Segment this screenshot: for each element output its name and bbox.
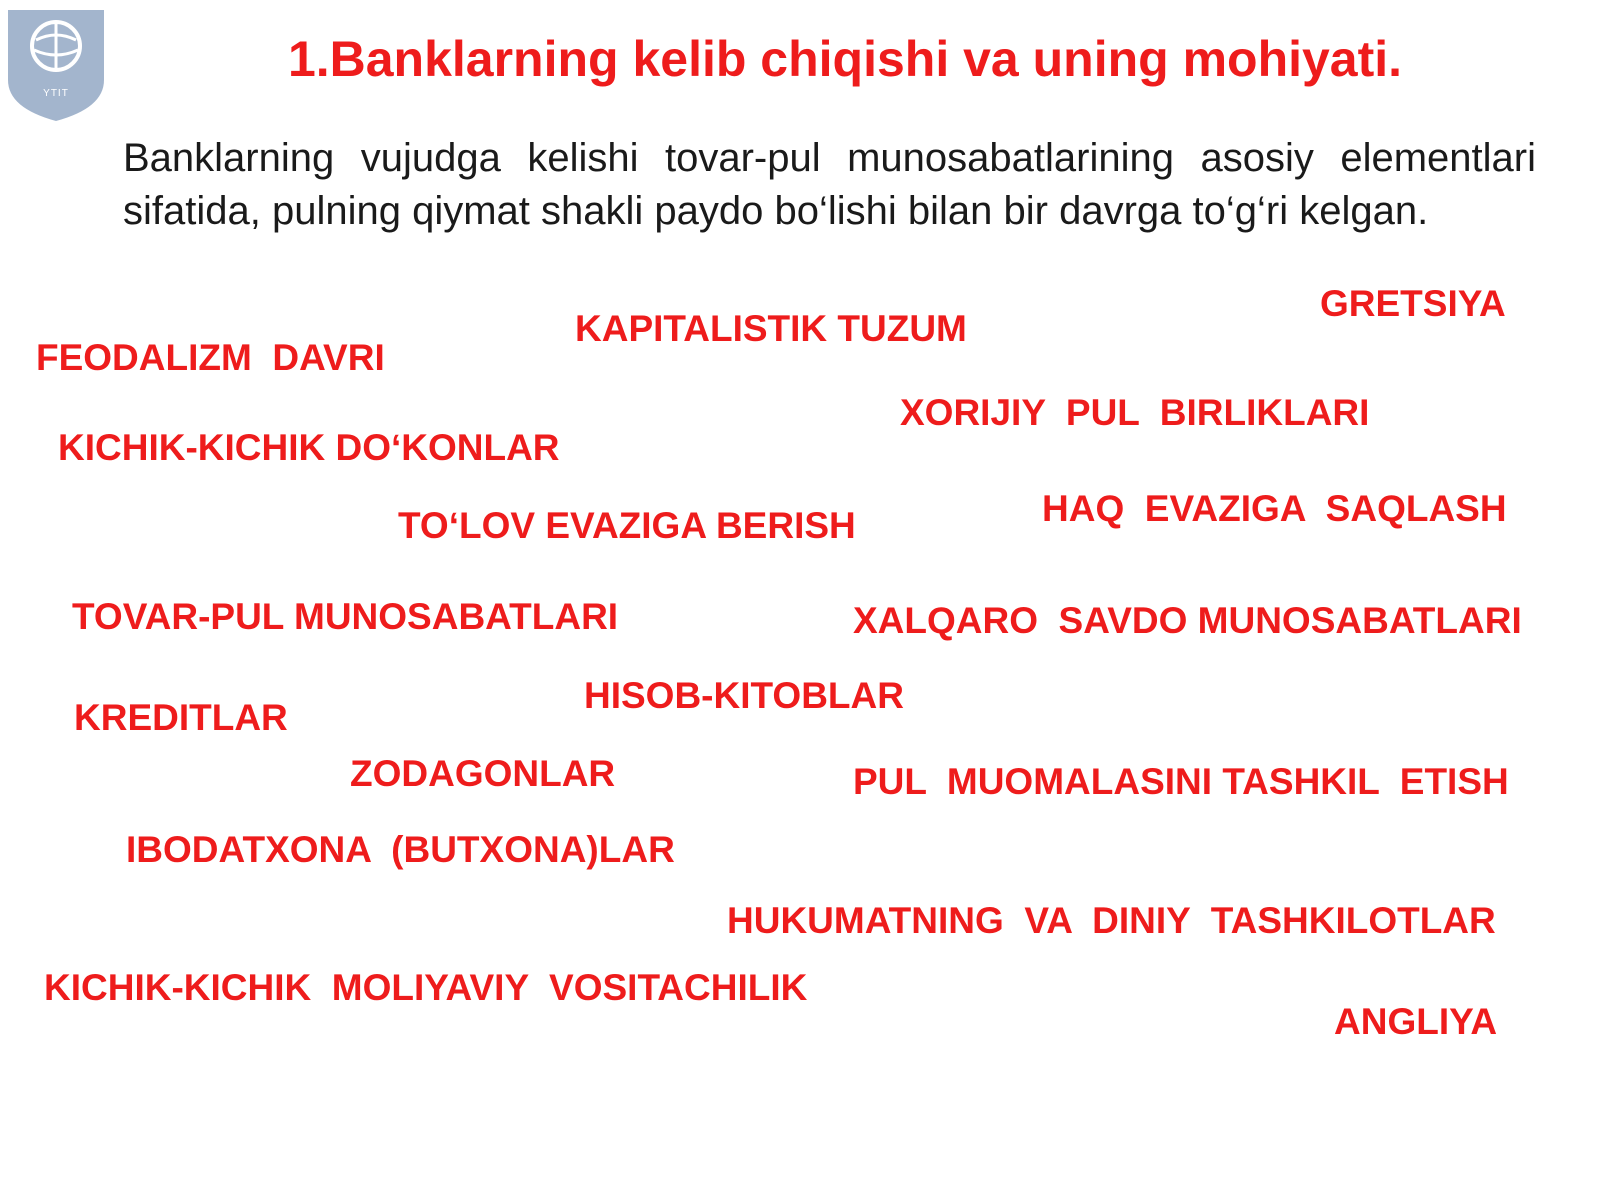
term-kapitalistik-tuzum: KAPITALISTIK TUZUM	[575, 308, 967, 349]
term-angliya: ANGLIYA	[1334, 1001, 1498, 1042]
term-tolov-evaziga-berish: TO‘LOV EVAZIGA BERISH	[398, 505, 856, 546]
term-xalqaro-savdo: XALQARO SAVDO MUNOSABATLARI	[853, 600, 1522, 641]
term-kreditlar: KREDITLAR	[74, 697, 288, 738]
slide-title: 1.Banklarning kelib chiqishi va uning mohiyati.	[287, 31, 1403, 87]
term-haq-evaziga-saqlash: HAQ EVAZIGA SAQLASH	[1042, 488, 1507, 529]
term-pul-muomalasi: PUL MUOMALASINI TASHKIL ETISH	[853, 761, 1509, 802]
term-kichik-dokonlar: KICHIK-KICHIK DO‘KONLAR	[58, 427, 560, 468]
term-gretsiya: GRETSIYA	[1320, 283, 1506, 324]
term-moliyaviy-vositachilik: KICHIK-KICHIK MOLIYAVIY VOSITACHILIK	[44, 967, 808, 1008]
term-feodalizm-davri: FEODALIZM DAVRI	[36, 337, 385, 378]
term-xorijiy-pul-birliklari: XORIJIY PUL BIRLIKLARI	[900, 392, 1370, 433]
intro-paragraph: Banklarning vujudga kelishi tovar-pul munosabatlarining asosiy elementlari sifatida, pulning qiymat shakli paydo bo‘lishi bilan bir davrga to‘g‘ri kelgan.	[123, 136, 1536, 233]
term-hukumat-diniy: HUKUMATNING VA DINIY TASHKILOTLAR	[727, 900, 1496, 941]
term-tovar-pul-munosabatlari: TOVAR-PUL MUNOSABATLARI	[72, 596, 619, 637]
term-hisob-kitoblar: HISOB-KITOBLAR	[584, 675, 904, 716]
institution-logo	[6, 8, 106, 123]
term-ibodatxona: IBODATXONA (BUTXONA)LAR	[126, 829, 675, 870]
term-zodagonlar: ZODAGONLAR	[350, 753, 616, 794]
shield-logo-icon	[6, 8, 106, 123]
logo-text: YTIT	[43, 88, 69, 99]
